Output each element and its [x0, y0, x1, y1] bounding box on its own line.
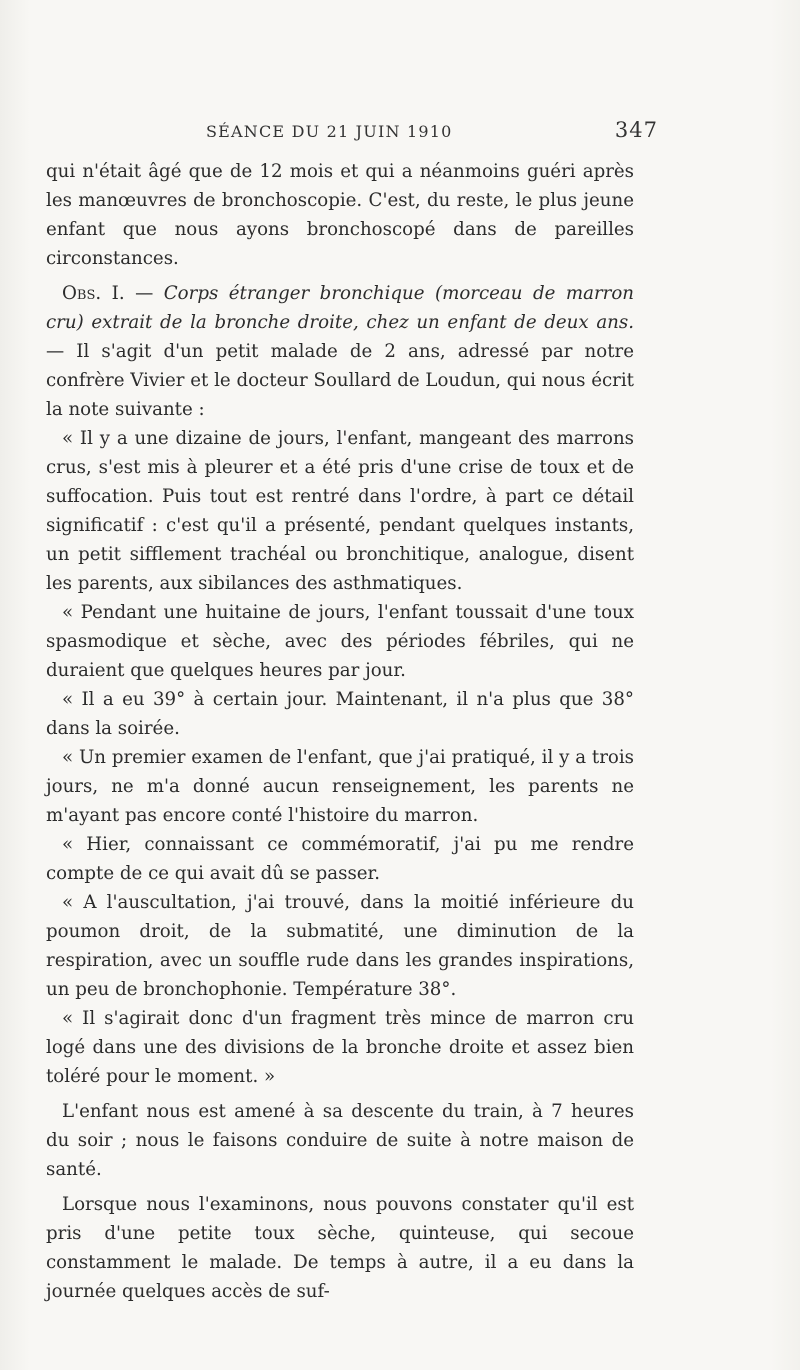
page-header: [46, 118, 658, 148]
quote-paragraph-7: « Il s'agirait donc d'un fragment très mince de marron cru logé dans une des divisions de la bronche droite et assez bien toléré pour le moment. »: [46, 1008, 634, 1087]
observation-dash: —: [124, 283, 164, 304]
quote-paragraph-3: « Il a eu 39° à certain jour. Maintenant, il n'a plus que 38° dans la soirée.: [46, 689, 634, 739]
running-title: SÉANCE DU 21 JUIN 1910: [206, 122, 453, 141]
quote-paragraph-1: « Il y a une dizaine de jours, l'enfant, mangeant des marrons crus, s'est mis à pleurer et a été pris d'une crise de toux et de suffocation. Puis tout est rentré dans l'ordre, à part ce détail significatif : c'est qu'il a présenté, pendant quelques instants, un petit sifflement trachéal ou bronchitique, analogue, disent les parents, aux sibilances des asthmatiques.: [46, 428, 634, 594]
page-number: 347: [614, 118, 658, 142]
quote-paragraph-2: « Pendant une huitaine de jours, l'enfant toussait d'une toux spasmodique et sèche, avec des périodes fébriles, qui ne duraient que quelques heures par jour.: [46, 602, 634, 681]
observation-text: — Il s'agit d'un petit malade de 2 ans, adressé par notre confrère Vivier et le docteur Soullard de Loudun, qui nous écrit la note suivante :: [46, 341, 634, 420]
observation-paragraph: [46, 279, 634, 424]
observation-title: Corps étranger bronchique (morceau de marron cru) extrait de la bronche droite, chez un enfant de deux ans.: [46, 283, 634, 333]
quote-paragraph-5: « Hier, connaissant ce commémoratif, j'ai pu me rendre compte de ce qui avait dû se passer.: [46, 834, 634, 884]
paragraph-examination: Lorsque nous l'examinons, nous pouvons constater qu'il est pris d'une petite toux sèche, quinteuse, qui secoue constamment le malade. De temps à autre, il a eu dans la journée quelques accès de suf-: [46, 1194, 634, 1302]
observation-label: Obs. I.: [62, 283, 125, 304]
paragraph-arrival: L'enfant nous est amené à sa descente du train, à 7 heures du soir ; nous le faisons conduire de suite à notre maison de santé.: [46, 1101, 634, 1180]
quote-paragraph-4: « Un premier examen de l'enfant, que j'ai pratiqué, il y a trois jours, ne m'a donné aucun renseignement, les parents ne m'ayant pas encore conté l'histoire du marron.: [46, 747, 634, 826]
paragraph-continuation: qui n'était âgé que de 12 mois et qui a néanmoins guéri après les manœuvres de bronchoscopie. C'est, du reste, le plus jeune enfant que nous ayons bronchoscopé dans de pareilles circonstances.: [46, 161, 634, 269]
body-text: [46, 157, 634, 1306]
quote-paragraph-6: « A l'auscultation, j'ai trouvé, dans la moitié inférieure du poumon droit, de la submatité, une diminution de la respiration, avec un souffle rude dans les grandes inspirations, un peu de bronchophonie. Température 38°.: [46, 892, 634, 1000]
